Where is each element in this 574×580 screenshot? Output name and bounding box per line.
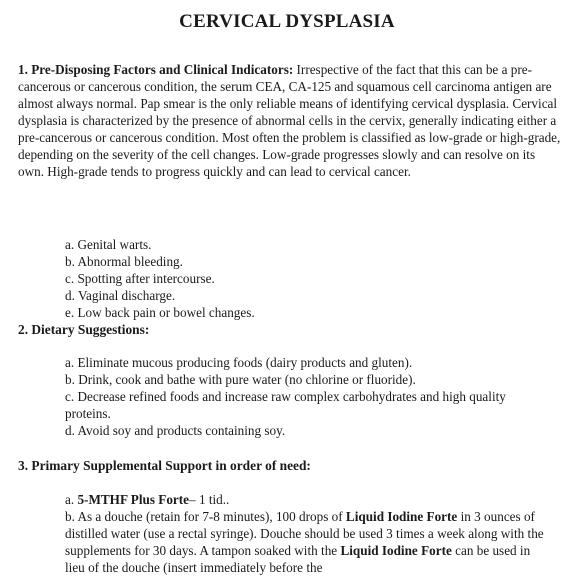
list-item: a. Eliminate mucous producing foods (dairy products and gluten).	[65, 355, 413, 370]
section-1-heading: 1. Pre-Disposing Factors and Clinical Indicators:	[18, 62, 294, 77]
list-item: b. Abnormal bleeding.	[65, 254, 183, 269]
list-item: c. Decrease refined foods and increase raw complex carbohydrates and high quality proteins.	[65, 389, 506, 421]
product-name: Liquid Iodine Forte	[340, 543, 452, 558]
supplemental-support-list	[65, 491, 545, 576]
list-item	[65, 491, 545, 508]
section-1-paragraph	[18, 61, 563, 180]
list-item: d. Vaginal discharge.	[65, 288, 176, 303]
list-item: d. Avoid soy and products containing soy.	[65, 423, 286, 438]
item-b-end: can be used in lieu of the douche (insert immediately before the	[65, 543, 531, 575]
dietary-suggestions-list	[65, 354, 540, 439]
list-item	[65, 508, 545, 576]
clinical-indicators-list	[65, 236, 535, 321]
product-name: 5-MTHF Plus Forte	[77, 492, 190, 507]
section-2-heading: 2. Dietary Suggestions:	[18, 322, 150, 337]
list-item: e. Low back pain or bowel changes.	[65, 305, 255, 320]
item-a-prefix: a.	[65, 492, 78, 507]
list-item: a. Genital warts.	[65, 237, 152, 252]
item-b-prefix: b. As a douche (retain for 7-8 minutes), 100 drops of	[65, 509, 346, 524]
product-name: Liquid Iodine Forte	[345, 509, 458, 524]
item-a-dosage: – 1 tid..	[189, 492, 230, 507]
list-item: c. Spotting after intercourse.	[65, 271, 215, 286]
list-item: b. Drink, cook and bathe with pure water (no chlorine or fluoride).	[65, 372, 416, 387]
section-1-body: Irrespective of the fact that this can be a pre-cancerous or cancerous condition, the serum CEA, CA-125 and squamous cell carcinoma antigen are almost always normal. Pap smear is the only reliable means of identifying cervical dysplasia. Cervical dysplasia is characterized by the presence of abnormal cells in the cervix, generally indicating either a pre-cancerous or cancerous condition. Most often the problem is classified as low-grade or high-grade, depending on the severity of the cell changes. Low-grade progresses slowly and can resolve on its own. High-grade tends to progress quickly and can lead to cervical cancer.	[18, 62, 561, 179]
section-3-heading: 3. Primary Supplemental Support in order of need:	[18, 458, 311, 473]
item-b-middle: in 3 ounces of distilled water (use a rectal syringe). Douche should be used 3 times a week along with the supplements for 30 days. A tampon soaked with the	[65, 509, 544, 558]
document-title: CERVICAL DYSPLASIA	[179, 11, 395, 32]
